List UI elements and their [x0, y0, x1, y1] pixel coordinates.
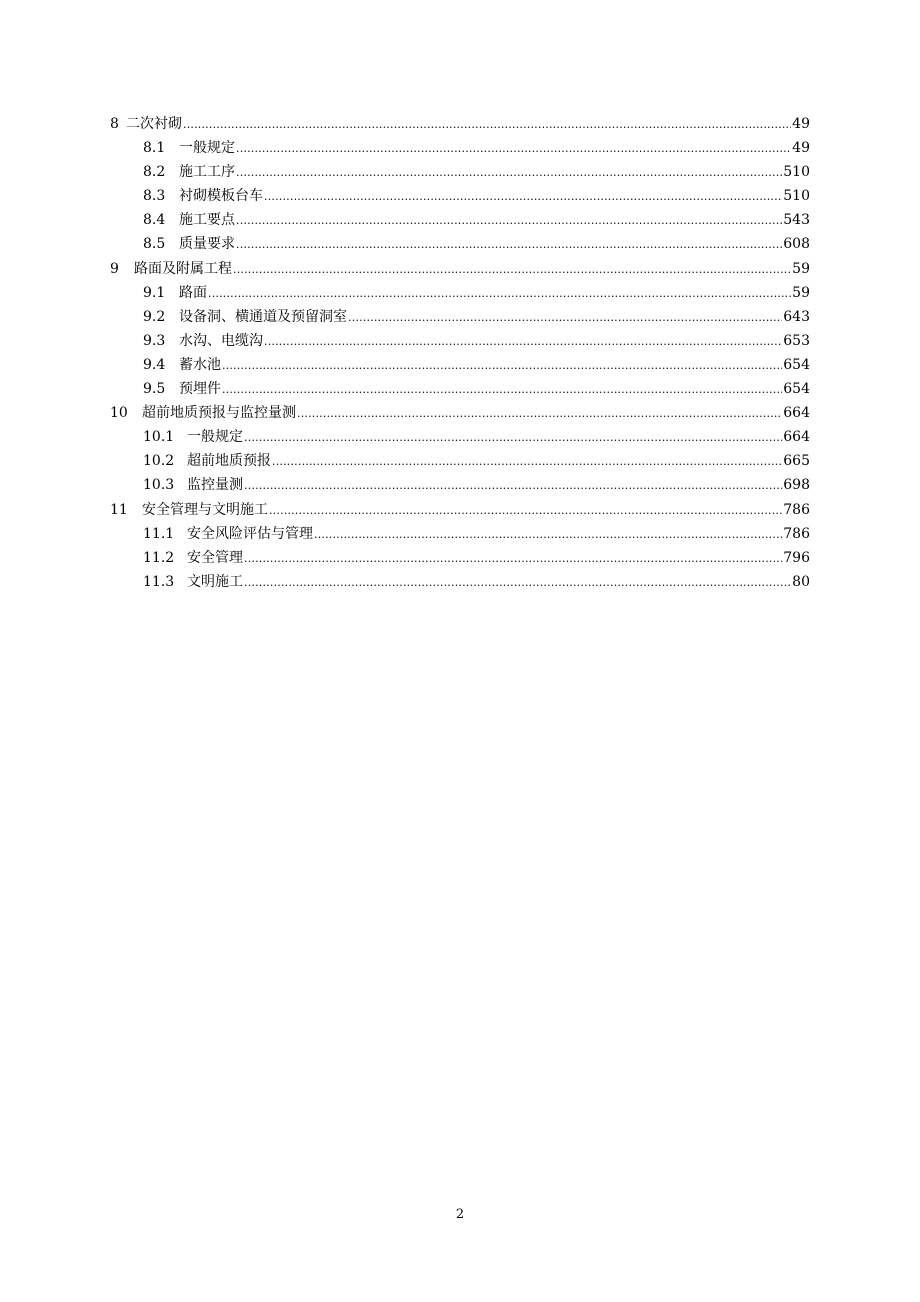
toc-entry-page: 59 [792, 260, 810, 277]
toc-entry[interactable] [110, 498, 810, 522]
toc-entry-page: 786 [783, 501, 810, 518]
toc-entry[interactable] [110, 208, 810, 232]
toc-entry-page: 786 [783, 525, 810, 542]
toc-entry-number: 9.4 [143, 356, 166, 373]
toc-entry[interactable] [110, 232, 810, 256]
toc-entry-number: 9.2 [143, 308, 166, 325]
toc-entry[interactable] [110, 425, 810, 449]
toc-dot-leader [236, 136, 791, 161]
toc-entry-page: 664 [783, 405, 810, 422]
toc-entry-page: 608 [783, 236, 810, 253]
toc-entry-page: 654 [783, 356, 810, 373]
toc-entry-title: 路面 [179, 284, 207, 301]
toc-entry-page: 510 [783, 164, 810, 181]
toc-entry-number: 8.1 [143, 140, 166, 157]
toc-entry[interactable] [110, 401, 810, 425]
toc-entry-title: 安全管理 [187, 549, 243, 566]
toc-dot-leader [236, 208, 782, 233]
toc-entry[interactable] [110, 184, 810, 208]
toc-entry[interactable] [110, 353, 810, 377]
toc-entry-title: 施工工序 [179, 164, 235, 181]
toc-entry-title: 超前地质预报与监控量测 [142, 405, 296, 422]
toc-entry-title: 超前地质预报 [187, 453, 271, 470]
toc-entry[interactable] [110, 305, 810, 329]
toc-dot-leader [297, 401, 782, 426]
toc-entry-number: 8.5 [143, 236, 166, 253]
toc-dot-leader [264, 329, 782, 354]
toc-entry-page: 653 [783, 332, 810, 349]
toc-dot-leader [244, 473, 782, 498]
toc-dot-leader [314, 522, 782, 547]
toc-entry-title: 监控量测 [187, 477, 243, 494]
toc-entry-title: 一般规定 [187, 429, 243, 446]
toc-entry-number: 10.3 [143, 477, 175, 494]
page-number: 2 [455, 1207, 465, 1222]
toc-entry[interactable] [110, 257, 810, 281]
toc-dot-leader [244, 425, 782, 450]
toc-entry-title: 衬砌模板台车 [179, 188, 263, 205]
toc-dot-leader [269, 498, 782, 523]
toc-entry-page: 49 [792, 116, 810, 132]
toc-entry-number: 11.1 [143, 525, 175, 542]
toc-entry[interactable] [110, 136, 810, 160]
toc-entry-number: 11.2 [143, 549, 175, 566]
toc-entry-page: 510 [783, 188, 810, 205]
toc-entry-title: 一般规定 [179, 140, 235, 157]
toc-entry-title: 预埋件 [179, 381, 221, 398]
toc-entry-title: 蓄水池 [179, 356, 221, 373]
toc-entry-number: 10.2 [143, 453, 175, 470]
toc-entry-title: 施工要点 [179, 212, 235, 229]
toc-entry-page: 796 [783, 549, 810, 566]
toc-entry[interactable] [110, 522, 810, 546]
toc-entry[interactable] [110, 160, 810, 184]
toc-entry-page: 654 [783, 381, 810, 398]
toc-dot-leader [264, 184, 782, 209]
table-of-contents [110, 112, 810, 594]
toc-entry-page: 664 [783, 429, 810, 446]
toc-entry-number: 8.4 [143, 212, 166, 229]
toc-entry[interactable] [110, 281, 810, 305]
toc-entry-number: 10 [110, 405, 128, 422]
toc-entry-number: 8.2 [143, 164, 166, 181]
toc-dot-leader [244, 570, 791, 595]
toc-entry-number: 11.3 [143, 573, 175, 590]
toc-dot-leader [236, 160, 782, 185]
toc-entry[interactable] [110, 570, 810, 594]
toc-dot-leader [272, 449, 782, 474]
toc-entry-page: 543 [783, 212, 810, 229]
toc-entry[interactable] [110, 329, 810, 353]
toc-entry[interactable] [110, 112, 810, 136]
toc-entry-title: 路面及附属工程 [134, 260, 232, 277]
toc-dot-leader [348, 305, 782, 330]
toc-dot-leader [222, 353, 782, 378]
toc-dot-leader [222, 377, 782, 402]
toc-dot-leader [233, 257, 791, 282]
toc-dot-leader [208, 281, 791, 306]
toc-entry-title: 安全风险评估与管理 [187, 525, 313, 542]
toc-dot-leader [244, 546, 782, 571]
toc-entry-title: 文明施工 [187, 573, 243, 590]
toc-entry-title: 设备洞、横通道及预留洞室 [179, 308, 347, 325]
toc-entry-page: 643 [783, 308, 810, 325]
toc-entry-title: 安全管理与文明施工 [142, 501, 268, 518]
toc-entry-number: 9.3 [143, 332, 166, 349]
toc-entry[interactable] [110, 473, 810, 497]
toc-entry-title: 质量要求 [179, 236, 235, 253]
toc-entry-page: 49 [792, 140, 810, 157]
toc-entry[interactable] [110, 546, 810, 570]
toc-entry[interactable] [110, 449, 810, 473]
toc-entry[interactable] [110, 377, 810, 401]
toc-entry-number: 10.1 [143, 429, 175, 446]
toc-entry-page: 698 [783, 477, 810, 494]
toc-entry-page: 665 [783, 453, 810, 470]
toc-dot-leader [183, 112, 791, 137]
toc-entry-number: 9.5 [143, 381, 166, 398]
toc-entry-page: 59 [792, 284, 810, 301]
toc-entry-number: 8 [110, 116, 119, 132]
toc-entry-title: 水沟、电缆沟 [179, 332, 263, 349]
toc-entry-title: 二次衬砌 [126, 116, 182, 132]
toc-entry-number: 11 [110, 501, 128, 518]
toc-entry-page: 80 [792, 573, 810, 590]
toc-entry-number: 8.3 [143, 188, 166, 205]
toc-entry-number: 9.1 [143, 284, 166, 301]
toc-dot-leader [236, 232, 782, 257]
toc-entry-number: 9 [110, 260, 119, 277]
